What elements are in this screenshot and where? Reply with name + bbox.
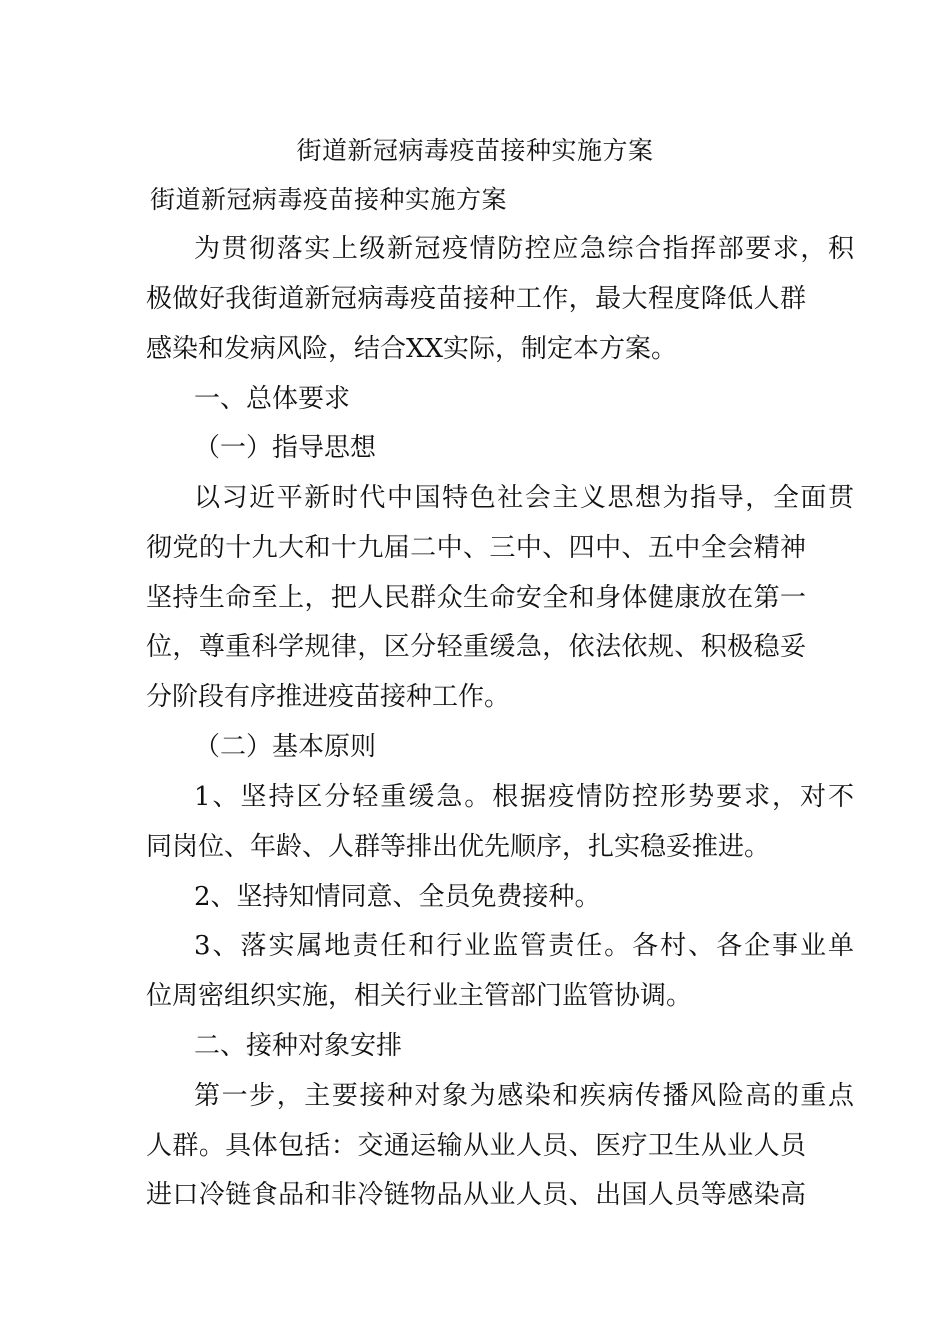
paragraph-line: 进口冷链食品和非冷链物品从业人员、出国人员等感染高: [146, 1180, 806, 1210]
paragraph-line: 彻党的十九大和十九届二中、三中、四中、五中全会精神: [146, 533, 806, 563]
subsection-heading: （二）基本原则: [194, 732, 377, 762]
paragraph-line: 坚持生命至上，把人民群众生命安全和身体健康放在第一: [146, 583, 806, 613]
document-subtitle: 街道新冠病毒疫苗接种实施方案: [150, 185, 508, 214]
paragraph-line: 为贯彻落实上级新冠疫情防控应急综合指挥部要求，积: [194, 234, 854, 264]
paragraph-line: 人群。具体包括：交通运输从业人员、医疗卫生从业人员: [146, 1131, 806, 1161]
section-heading: 二、接种对象安排: [194, 1031, 403, 1061]
subsection-heading: （一）指导思想: [194, 433, 377, 463]
paragraph-line: 位，尊重科学规律，区分轻重缓急，依法依规、积极稳妥: [146, 632, 806, 662]
paragraph-line: 1、坚持区分轻重缓急。根据疫情防控形势要求，对不: [194, 782, 854, 812]
paragraph-line: 极做好我街道新冠病毒疫苗接种工作，最大程度降低人群: [146, 284, 806, 314]
paragraph-line: 3、落实属地责任和行业监管责任。各村、各企事业单: [194, 931, 854, 961]
section-heading: 一、总体要求: [194, 384, 351, 414]
paragraph-line: 感染和发病风险，结合XX实际，制定本方案。: [146, 334, 678, 364]
paragraph-line: 以习近平新时代中国特色社会主义思想为指导，全面贯: [194, 483, 854, 513]
paragraph-line: 2、坚持知情同意、全员免费接种。: [194, 882, 601, 912]
paragraph-line: 同岗位、年龄、人群等排出优先顺序，扎实稳妥推进。: [146, 832, 771, 862]
paragraph-line: 分阶段有序推进疫苗接种工作。: [146, 682, 511, 712]
paragraph-line: 位周密组织实施，相关行业主管部门监管协调。: [146, 981, 693, 1011]
paragraph-line: 第一步，主要接种对象为感染和疾病传播风险高的重点: [194, 1081, 854, 1111]
document-title: 街道新冠病毒疫苗接种实施方案: [296, 136, 654, 165]
